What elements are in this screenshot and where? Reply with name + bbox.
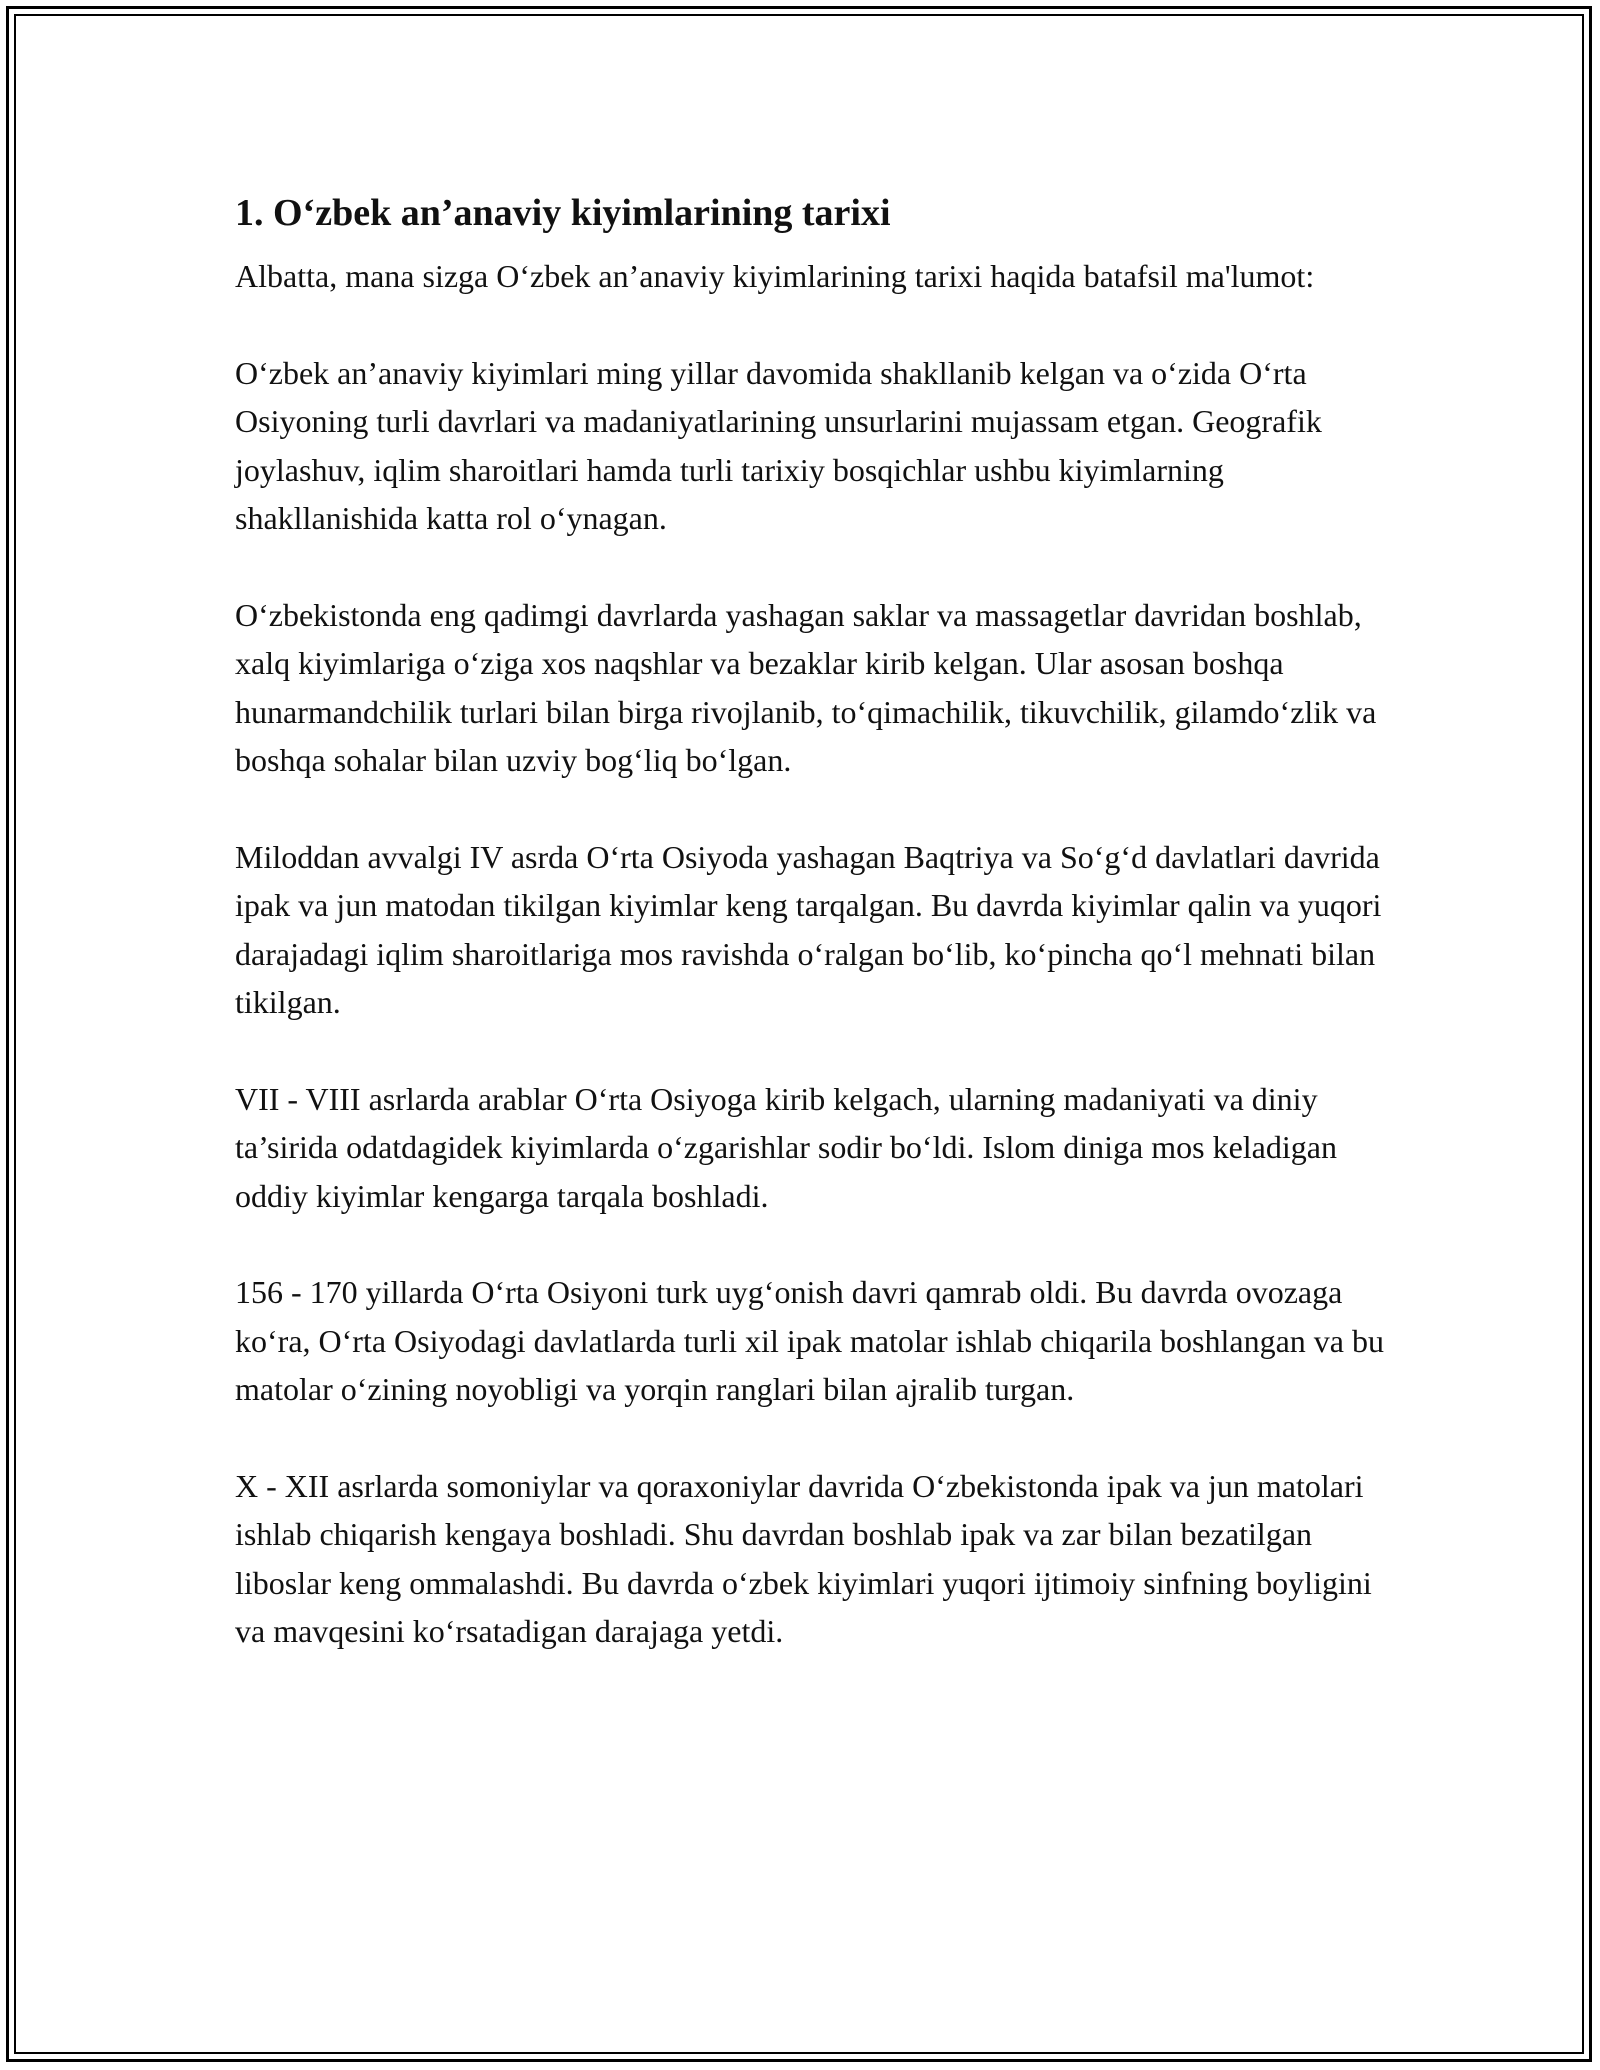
paragraph-samanid-period: X - XII asrlarda somoniylar va qoraxoniylar davrida O‘zbekistonda ipak va jun matolari ishlab chiqarish kengaya boshladi. Shu davrdan boshlab ipak va zar bilan bezatilgan liboslar keng ommalashdi. Bu davrda o‘zbek kiyimlari yuqori ijtimoiy sinfning boyligini va mavqesini ko‘rsatadigan darajaga yetdi. (235, 1467, 1372, 1649)
paragraph-ancient-era: O‘zbekistonda eng qadimgi davrlarda yashagan saklar va massagetlar davridan boshlab, xalq kiyimlariga o‘ziga xos naqshlar va bezaklar kirib kelgan. Ular asosan boshqa hunarmandchilik turlari bilan birga rivojlanib, to‘qimachilik, tikuvchilik, gilamdo‘zlik va boshqa sohalar bilan uzviy bog‘liq bo‘lgan. (235, 596, 1377, 778)
paragraph-turkic-period: 156 - 170 yillarda O‘rta Osiyoni turk uyg‘onish davri qamrab oldi. Bu davrda ovozaga ko‘ra, O‘rta Osiyodagi davlatlarda turli xil ipak matolar ishlab chiqarila boshlangan va bu matolar o‘zining noyobligi va yorqin ranglari bilan ajralib turgan. (235, 1274, 1384, 1407)
page-title: 1. O‘zbek an’anaviy kiyimlarining tarixi (235, 192, 891, 234)
paragraph-arab-period: VII - VIII asrlarda arablar O‘rta Osiyoga kirib kelgach, ularning madaniyati va diniy ta’sirida odatdagidek kiyimlarda o‘zgarishlar sodir bo‘ldi. Islom diniga mos keladigan oddiy kiyimlar kengarga tarqala boshladi. (235, 1080, 1337, 1214)
paragraph-overview: O‘zbek an’anaviy kiyimlari ming yillar davomida shakllanib kelgan va o‘zida O‘rta Osiyoning turli davrlari va madaniyatlarining unsurlarini mujassam etgan. Geografik joylashuv, iqlim sharoitlari hamda turli tarixiy bosqichlar ushbu kiyimlarning shakllanishida katta rol o‘ynagan. (235, 354, 1322, 536)
paragraph-bactria-sogd: Miloddan avvalgi IV asrda O‘rta Osiyoda yashagan Baqtriya va So‘g‘d davlatlari davrida ipak va jun matodan tikilgan kiyimlar keng tarqalgan. Bu davrda kiyimlar qalin va yuqori darajadagi iqlim sharoitlariga mos ravishda o‘ralgan bo‘lib, ko‘pincha qo‘l mehnati bilan tikilgan. (235, 838, 1382, 1020)
document-page (235, 186, 1385, 1704)
paragraph-intro: Albatta, mana sizga O‘zbek an’anaviy kiyimlarining tarixi haqida batafsil ma'lumot: (235, 258, 1315, 294)
